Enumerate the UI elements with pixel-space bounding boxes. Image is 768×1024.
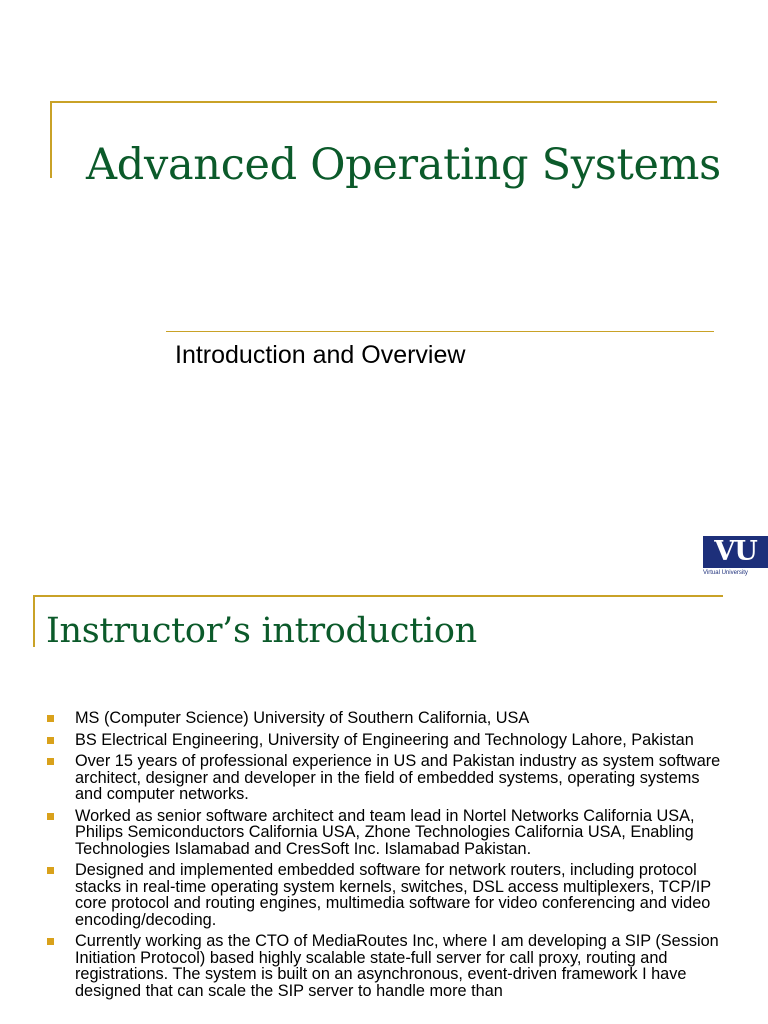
square-bullet-icon: [47, 867, 54, 874]
instructor-bullet-list: [0, 710, 768, 1004]
slide-instructor: [0, 588, 768, 1024]
list-item: [0, 862, 768, 928]
bullet-text: Currently working as the CTO of MediaRoutes Inc, where I am developing a SIP (Session Initiation Protocol) based highly scalable state-full server for call proxy, routing and registrations. The system is built on an asynchronous, event-driven framework I have designed that can scale the SIP server to handle more than: [75, 932, 719, 1000]
bullet-text: BS Electrical Engineering, University of Engineering and Technology Lahore, Pakistan: [75, 730, 694, 749]
square-bullet-icon: [47, 715, 54, 722]
bullet-text: MS (Computer Science) University of Southern California, USA: [75, 709, 530, 727]
slide-title-heading: Advanced Operating Systems: [86, 140, 721, 190]
list-item: [0, 933, 768, 999]
list-item: [0, 808, 768, 858]
instructor-top-rule: [33, 595, 723, 597]
instructor-left-rule: [33, 595, 35, 647]
list-item: [0, 710, 768, 727]
square-bullet-icon: [47, 813, 54, 820]
vu-logo: [703, 536, 768, 578]
slide-subtitle: Introduction and Overview: [175, 341, 466, 369]
list-item: [0, 753, 768, 803]
subtitle-rule: [166, 331, 714, 332]
square-bullet-icon: [47, 737, 54, 744]
title-top-rule: [50, 101, 717, 103]
bullet-text: Worked as senior software architect and team lead in Nortel Networks California USA, Philips Semiconductors California USA, Zhone Technologies California USA, Enabling Technologies Islamabad and CresSoft Inc. Islamabad Pakistan.: [75, 806, 695, 858]
square-bullet-icon: [47, 938, 54, 945]
square-bullet-icon: [47, 758, 54, 765]
instructor-heading: Instructor’s introduction: [46, 611, 477, 651]
title-left-rule: [50, 101, 52, 178]
bullet-text: Designed and implemented embedded software for network routers, including protocol stacks in real-time operating system kernels, switches, DSL access multiplexers, TCP/IP core protocol and routing engines, multimedia software for video conferencing and video encoding/decoding.: [75, 861, 711, 929]
vu-logo-caption: Virtual University: [703, 570, 748, 576]
bullet-text: Over 15 years of professional experience in US and Pakistan industry as system software architect, designer and developer in the field of embedded systems, operating systems and computer networks.: [75, 752, 721, 803]
vu-logo-mark: VU: [703, 536, 768, 568]
list-item: [0, 732, 768, 749]
